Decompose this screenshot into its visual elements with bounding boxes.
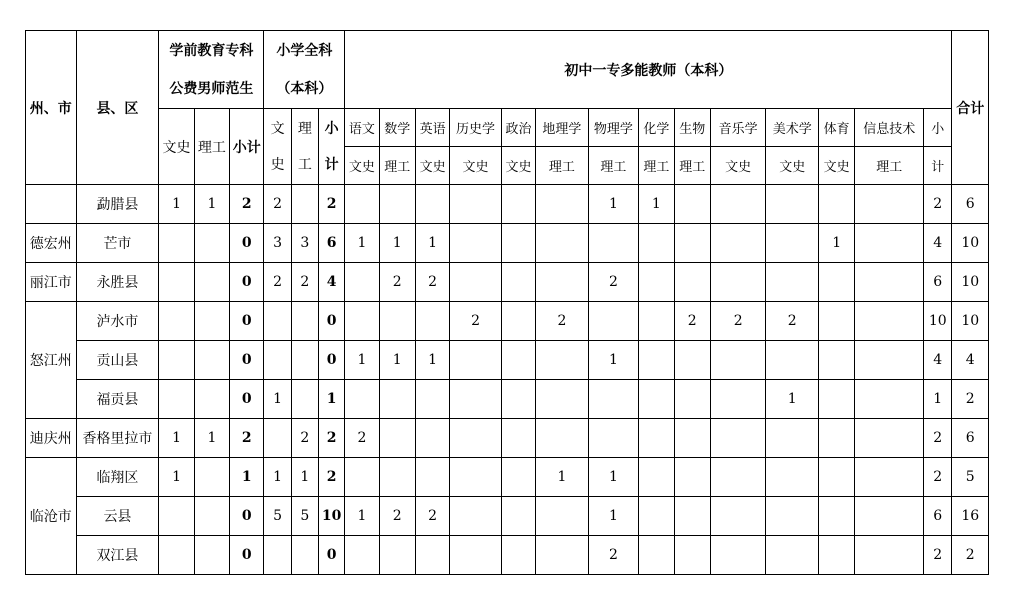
junior-cell: 2 [415, 263, 449, 302]
junior-cell [501, 380, 535, 419]
primary-cell: 5 [264, 497, 291, 536]
junior-cell [345, 458, 379, 497]
junior-cell [766, 419, 819, 458]
total-cell: 2 [952, 536, 989, 575]
primary-cell [291, 536, 318, 575]
junior-cell: 2 [379, 263, 415, 302]
junior-cell [536, 536, 589, 575]
header-jr-subject: 体育 [819, 109, 855, 147]
junior-cell [710, 458, 766, 497]
primary-cell [291, 185, 318, 224]
county-cell: 贡山县 [76, 341, 159, 380]
header-jr-type: 理工 [379, 147, 415, 185]
preschool-cell [194, 341, 229, 380]
header-jr-type: 文史 [710, 147, 766, 185]
header-jr-subject: 化学 [639, 109, 674, 147]
junior-cell: 2 [924, 458, 952, 497]
junior-cell [501, 536, 535, 575]
junior-cell [501, 419, 535, 458]
junior-cell [415, 458, 449, 497]
primary-cell: 3 [291, 224, 318, 263]
table-row [26, 497, 989, 536]
junior-cell [536, 341, 589, 380]
header-jr-subject: 数学 [379, 109, 415, 147]
header-jr-subject: 语文 [345, 109, 379, 147]
header-jr-subject: 英语 [415, 109, 449, 147]
junior-cell [766, 536, 819, 575]
table-row [26, 341, 989, 380]
header-pri-subtotal: 小 计 [318, 109, 344, 185]
table-row [26, 536, 989, 575]
junior-cell [766, 185, 819, 224]
junior-cell [536, 263, 589, 302]
junior-cell: 1 [588, 458, 639, 497]
prefecture-cell: 丽江市 [26, 263, 77, 302]
preschool-cell: 1 [230, 458, 264, 497]
junior-cell [536, 497, 589, 536]
junior-cell: 1 [588, 341, 639, 380]
header-jr-type: 文史 [766, 147, 819, 185]
primary-cell [264, 419, 291, 458]
header-primary-line2: （本科） [276, 80, 333, 97]
junior-cell [710, 497, 766, 536]
header-jr-type: 文史 [415, 147, 449, 185]
junior-cell [674, 458, 710, 497]
junior-cell: 1 [415, 341, 449, 380]
junior-cell: 1 [379, 224, 415, 263]
junior-cell [450, 224, 502, 263]
county-cell: 福贡县 [76, 380, 159, 419]
junior-cell: 4 [924, 341, 952, 380]
junior-cell [674, 380, 710, 419]
table-row [26, 224, 989, 263]
junior-cell [639, 419, 674, 458]
junior-cell [855, 224, 924, 263]
county-cell: 临翔区 [76, 458, 159, 497]
preschool-cell: 1 [194, 419, 229, 458]
junior-cell [450, 185, 502, 224]
primary-cell [264, 302, 291, 341]
primary-cell: 3 [264, 224, 291, 263]
primary-cell: 1 [264, 458, 291, 497]
junior-cell: 1 [639, 185, 674, 224]
junior-cell: 6 [924, 497, 952, 536]
preschool-cell [194, 224, 229, 263]
preschool-cell [194, 302, 229, 341]
junior-cell [766, 458, 819, 497]
primary-cell: 0 [318, 302, 344, 341]
junior-cell [345, 185, 379, 224]
junior-cell: 2 [379, 497, 415, 536]
header-jr-type: 理工 [588, 147, 639, 185]
junior-cell [536, 224, 589, 263]
junior-cell [415, 302, 449, 341]
header-jr-subject: 美术学 [766, 109, 819, 147]
junior-cell [766, 341, 819, 380]
junior-cell: 2 [588, 536, 639, 575]
preschool-cell: 0 [230, 224, 264, 263]
preschool-cell [194, 458, 229, 497]
junior-cell [379, 419, 415, 458]
header-jr-type: 理工 [639, 147, 674, 185]
junior-cell [588, 302, 639, 341]
junior-cell [674, 224, 710, 263]
preschool-cell: 0 [230, 341, 264, 380]
junior-cell: 2 [924, 185, 952, 224]
preschool-cell: 1 [159, 185, 194, 224]
header-junior: 初中一专多能教师（本科） [345, 31, 952, 109]
primary-cell [264, 341, 291, 380]
junior-cell [855, 536, 924, 575]
junior-cell [855, 497, 924, 536]
junior-cell [588, 224, 639, 263]
junior-cell [639, 458, 674, 497]
header-pre-subtotal: 小计 [230, 109, 264, 185]
junior-cell: 1 [819, 224, 855, 263]
junior-cell [536, 185, 589, 224]
junior-cell [855, 380, 924, 419]
header-jr-type: 文史 [501, 147, 535, 185]
preschool-cell: 2 [230, 419, 264, 458]
total-cell: 10 [952, 263, 989, 302]
header-preschool-line1: 学前教育专科 [169, 42, 254, 59]
junior-cell [674, 536, 710, 575]
preschool-cell [159, 224, 194, 263]
header-jr-type: 理工 [674, 147, 710, 185]
county-cell: 勐腊县 [76, 185, 159, 224]
junior-cell [766, 263, 819, 302]
junior-cell: 1 [924, 380, 952, 419]
junior-cell [766, 497, 819, 536]
total-cell: 4 [952, 341, 989, 380]
preschool-cell [159, 536, 194, 575]
junior-cell: 1 [766, 380, 819, 419]
junior-cell [674, 263, 710, 302]
junior-cell [674, 419, 710, 458]
junior-cell: 1 [415, 224, 449, 263]
preschool-cell: 1 [194, 185, 229, 224]
header-jr-subject: 生物 [674, 109, 710, 147]
junior-cell: 2 [674, 302, 710, 341]
primary-cell: 1 [264, 380, 291, 419]
header-jr-type: 理工 [536, 147, 589, 185]
junior-cell [855, 302, 924, 341]
total-cell: 6 [952, 419, 989, 458]
header-jr-subject: 小 [924, 109, 952, 147]
junior-cell [710, 419, 766, 458]
prefecture-cell: 德宏州 [26, 224, 77, 263]
header-jr-type: 理工 [855, 147, 924, 185]
junior-cell [501, 497, 535, 536]
county-cell: 永胜县 [76, 263, 159, 302]
junior-cell [415, 419, 449, 458]
junior-cell [415, 536, 449, 575]
junior-cell [819, 302, 855, 341]
junior-cell [710, 380, 766, 419]
junior-cell [501, 458, 535, 497]
junior-cell [819, 419, 855, 458]
county-cell: 香格里拉市 [76, 419, 159, 458]
junior-cell [819, 263, 855, 302]
prefecture-cell: 怒江州 [26, 302, 77, 419]
primary-cell [291, 380, 318, 419]
junior-cell [819, 341, 855, 380]
preschool-cell: 0 [230, 263, 264, 302]
total-cell: 6 [952, 185, 989, 224]
primary-cell: 2 [291, 263, 318, 302]
primary-cell: 4 [318, 263, 344, 302]
junior-cell [379, 302, 415, 341]
junior-cell: 4 [924, 224, 952, 263]
preschool-cell [159, 380, 194, 419]
county-cell: 泸水市 [76, 302, 159, 341]
junior-cell: 2 [415, 497, 449, 536]
header-jr-type: 文史 [819, 147, 855, 185]
preschool-cell: 1 [159, 458, 194, 497]
junior-cell: 2 [345, 419, 379, 458]
junior-cell [819, 380, 855, 419]
junior-cell [855, 458, 924, 497]
junior-cell: 1 [345, 224, 379, 263]
preschool-cell: 0 [230, 497, 264, 536]
junior-cell [345, 263, 379, 302]
county-cell: 云县 [76, 497, 159, 536]
junior-cell [855, 185, 924, 224]
junior-cell [639, 341, 674, 380]
preschool-cell [159, 302, 194, 341]
header-pri-ligong: 理 工 [291, 109, 318, 185]
preschool-cell [194, 536, 229, 575]
junior-cell [379, 458, 415, 497]
primary-cell: 10 [318, 497, 344, 536]
junior-cell [674, 497, 710, 536]
junior-cell [415, 380, 449, 419]
total-cell: 2 [952, 380, 989, 419]
junior-cell [819, 458, 855, 497]
junior-cell [450, 263, 502, 302]
primary-cell: 5 [291, 497, 318, 536]
header-county: 县、区 [76, 31, 159, 185]
preschool-cell: 0 [230, 302, 264, 341]
junior-cell [588, 419, 639, 458]
junior-cell [710, 224, 766, 263]
table-row [26, 380, 989, 419]
junior-cell [710, 536, 766, 575]
junior-cell [819, 497, 855, 536]
junior-cell [345, 380, 379, 419]
junior-cell [450, 419, 502, 458]
junior-cell [450, 536, 502, 575]
header-primary [264, 31, 345, 109]
preschool-cell [159, 341, 194, 380]
preschool-cell: 0 [230, 380, 264, 419]
junior-cell [639, 536, 674, 575]
header-jr-subject: 地理学 [536, 109, 589, 147]
preschool-cell [194, 263, 229, 302]
primary-cell: 1 [318, 380, 344, 419]
junior-cell [855, 263, 924, 302]
header-jr-subject: 物理学 [588, 109, 639, 147]
table-row [26, 458, 989, 497]
header-jr-type: 计 [924, 147, 952, 185]
preschool-cell [194, 380, 229, 419]
junior-cell [415, 185, 449, 224]
total-cell: 5 [952, 458, 989, 497]
junior-cell [766, 224, 819, 263]
header-preschool [159, 31, 264, 109]
preschool-cell [159, 497, 194, 536]
header-jr-type: 文史 [450, 147, 502, 185]
primary-cell [264, 536, 291, 575]
total-cell: 10 [952, 302, 989, 341]
preschool-cell [159, 263, 194, 302]
junior-cell [639, 302, 674, 341]
junior-cell [501, 341, 535, 380]
header-jr-subject: 音乐学 [710, 109, 766, 147]
junior-cell [501, 224, 535, 263]
junior-cell [536, 419, 589, 458]
primary-cell: 2 [318, 458, 344, 497]
prefecture-cell: 临沧市 [26, 458, 77, 575]
primary-cell [291, 341, 318, 380]
primary-cell: 0 [318, 341, 344, 380]
header-primary-line1: 小学全科 [276, 42, 333, 59]
junior-cell [674, 341, 710, 380]
header-jr-type: 文史 [345, 147, 379, 185]
preschool-cell: 1 [159, 419, 194, 458]
preschool-cell [194, 497, 229, 536]
primary-cell: 1 [291, 458, 318, 497]
primary-cell: 2 [318, 419, 344, 458]
header-jr-subject: 历史学 [450, 109, 502, 147]
junior-cell [639, 380, 674, 419]
junior-cell [710, 185, 766, 224]
junior-cell: 2 [450, 302, 502, 341]
junior-cell: 1 [588, 185, 639, 224]
junior-cell [379, 536, 415, 575]
header-total: 合计 [952, 31, 989, 185]
junior-cell: 1 [379, 341, 415, 380]
table-row [26, 302, 989, 341]
junior-cell: 1 [536, 458, 589, 497]
junior-cell [674, 185, 710, 224]
junior-cell: 10 [924, 302, 952, 341]
primary-cell: 2 [318, 185, 344, 224]
junior-cell [710, 341, 766, 380]
primary-cell: 0 [318, 536, 344, 575]
junior-cell [450, 380, 502, 419]
quota-table [25, 30, 989, 575]
county-cell: 芒市 [76, 224, 159, 263]
junior-cell: 1 [588, 497, 639, 536]
primary-cell: 2 [264, 263, 291, 302]
header-pre-ligong: 理工 [194, 109, 229, 185]
header-pri-wenshi: 文 史 [264, 109, 291, 185]
total-cell: 16 [952, 497, 989, 536]
prefecture-cell: 迪庆州 [26, 419, 77, 458]
junior-cell [639, 224, 674, 263]
junior-cell: 2 [710, 302, 766, 341]
junior-cell [450, 497, 502, 536]
junior-cell: 1 [345, 497, 379, 536]
table-row [26, 263, 989, 302]
junior-cell [345, 302, 379, 341]
junior-cell: 2 [924, 536, 952, 575]
junior-cell [379, 380, 415, 419]
junior-cell [501, 263, 535, 302]
junior-cell: 2 [536, 302, 589, 341]
table-row [26, 419, 989, 458]
junior-cell [501, 185, 535, 224]
junior-cell [639, 263, 674, 302]
header-jr-subject: 政治 [501, 109, 535, 147]
county-cell: 双江县 [76, 536, 159, 575]
preschool-cell: 0 [230, 536, 264, 575]
junior-cell: 1 [345, 341, 379, 380]
junior-cell [819, 185, 855, 224]
primary-cell: 2 [264, 185, 291, 224]
junior-cell [588, 380, 639, 419]
junior-cell [450, 341, 502, 380]
junior-cell [379, 185, 415, 224]
junior-cell: 2 [766, 302, 819, 341]
junior-cell [345, 536, 379, 575]
junior-cell [501, 302, 535, 341]
header-preschool-line2: 公费男师范生 [169, 80, 254, 97]
primary-cell: 2 [291, 419, 318, 458]
junior-cell [710, 263, 766, 302]
junior-cell [450, 458, 502, 497]
junior-cell [639, 497, 674, 536]
header-prefecture: 州、市 [26, 31, 77, 185]
junior-cell [855, 419, 924, 458]
junior-cell: 6 [924, 263, 952, 302]
junior-cell [536, 380, 589, 419]
preschool-cell: 2 [230, 185, 264, 224]
junior-cell [819, 536, 855, 575]
header-jr-subject: 信息技术 [855, 109, 924, 147]
total-cell: 10 [952, 224, 989, 263]
header-pre-wenshi: 文史 [159, 109, 194, 185]
junior-cell: 2 [588, 263, 639, 302]
junior-cell: 2 [924, 419, 952, 458]
junior-cell [855, 341, 924, 380]
prefecture-cell [26, 185, 77, 224]
table-row [26, 185, 989, 224]
primary-cell [291, 302, 318, 341]
primary-cell: 6 [318, 224, 344, 263]
